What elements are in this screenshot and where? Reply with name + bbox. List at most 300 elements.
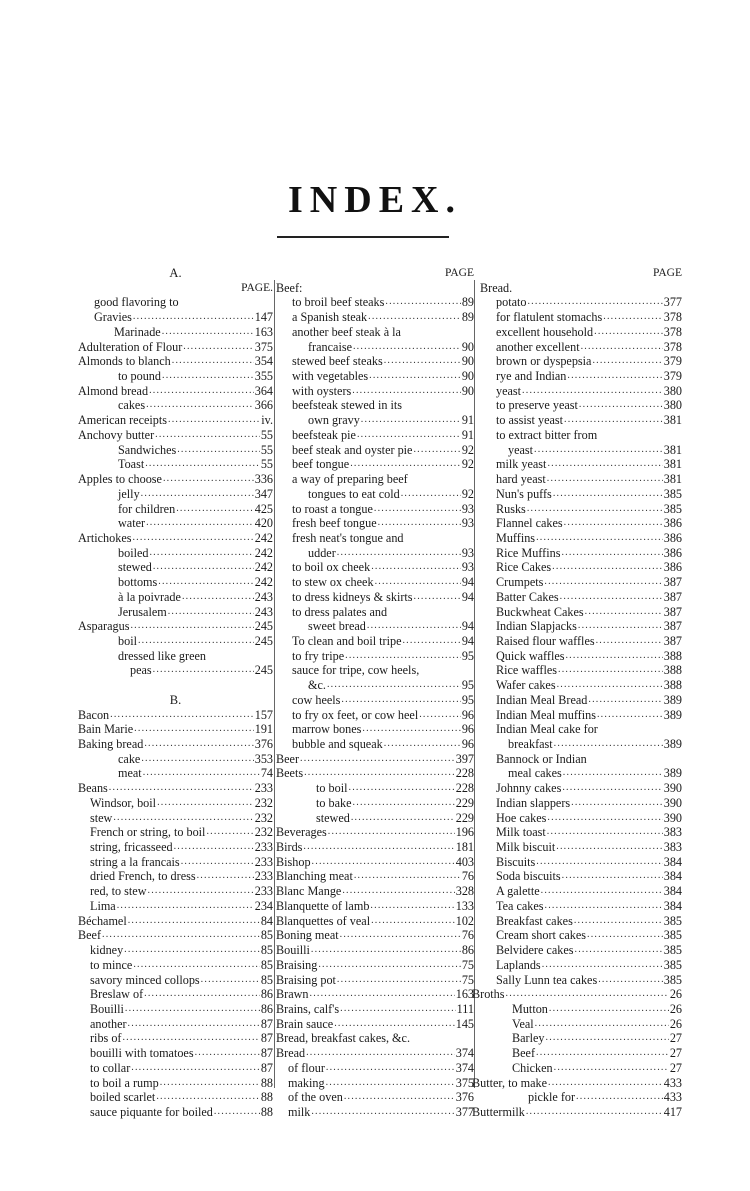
entry-term: with oysters bbox=[292, 383, 352, 398]
entry-page-number: 385 bbox=[663, 501, 682, 516]
entry-term: stewed bbox=[316, 810, 350, 825]
entry-page-number: 378 bbox=[663, 339, 682, 354]
section-letter-text: B. bbox=[169, 692, 182, 707]
leader-dots bbox=[578, 619, 663, 634]
index-entry bbox=[472, 973, 682, 988]
entry-page-number: 232 bbox=[254, 825, 273, 840]
leader-dots bbox=[557, 678, 663, 693]
entry-term: sauce for tripe, cow heels, bbox=[292, 663, 420, 678]
entry-page-number: 27 bbox=[669, 1060, 682, 1075]
entry-term: Bread bbox=[276, 1046, 306, 1061]
entry-page-number: 233 bbox=[254, 884, 273, 899]
entry-page-number: 389 bbox=[663, 737, 682, 751]
index-entry bbox=[472, 693, 682, 708]
leader-dots bbox=[587, 928, 663, 943]
entry-page-number: 387 bbox=[663, 619, 682, 634]
leader-dots bbox=[201, 973, 260, 988]
leader-dots bbox=[109, 781, 254, 796]
entry-page-number: 157 bbox=[254, 707, 273, 722]
entry-term: beefsteak stewed in its bbox=[292, 398, 402, 413]
leader-dots bbox=[130, 619, 253, 634]
index-entry bbox=[472, 943, 682, 958]
index-entry bbox=[78, 310, 273, 325]
entry-term: Barley bbox=[512, 1031, 545, 1046]
entry-term: kidney bbox=[90, 943, 124, 958]
entry-term: Bannock or Indian bbox=[496, 751, 587, 766]
entry-page-number: 86 bbox=[260, 1001, 273, 1016]
leader-dots bbox=[544, 575, 662, 590]
leader-dots bbox=[384, 737, 461, 752]
leader-dots bbox=[352, 384, 461, 399]
index-entry bbox=[78, 987, 273, 1002]
entry-term: to boil bbox=[316, 781, 348, 796]
index-entry bbox=[276, 1031, 474, 1046]
entry-page-number: 26 bbox=[669, 1016, 682, 1031]
leader-dots bbox=[592, 354, 662, 369]
entry-term: Bouilli bbox=[90, 1001, 124, 1016]
index-entry bbox=[276, 546, 474, 561]
leader-dots bbox=[345, 649, 461, 664]
entry-page-number: 96 bbox=[461, 707, 474, 722]
entry-term: Bishop bbox=[276, 854, 311, 869]
leader-dots bbox=[536, 531, 663, 546]
index-entry bbox=[276, 310, 474, 325]
leader-dots bbox=[384, 354, 461, 369]
index-entry bbox=[78, 354, 273, 369]
index-entry bbox=[472, 487, 682, 502]
entry-term: to dress kidneys & skirts bbox=[292, 589, 413, 604]
leader-dots bbox=[340, 928, 461, 943]
entry-term: Toast bbox=[118, 457, 145, 472]
leader-dots bbox=[102, 928, 260, 943]
entry-page-number: 420 bbox=[254, 516, 273, 531]
entry-page-number: 387 bbox=[663, 604, 682, 619]
index-entry bbox=[78, 634, 273, 649]
index-entry bbox=[78, 796, 273, 811]
entry-page-number: 433 bbox=[663, 1075, 682, 1090]
entry-term: Crumpets bbox=[496, 575, 544, 590]
page-column-header bbox=[78, 281, 273, 296]
entry-term: making bbox=[288, 1075, 325, 1090]
entry-term: Windsor, boil bbox=[90, 795, 157, 810]
entry-page-number: 90 bbox=[461, 339, 474, 354]
leader-dots bbox=[183, 340, 253, 355]
index-entry bbox=[276, 928, 474, 943]
entry-term: Biscuits bbox=[496, 854, 536, 869]
index-entry bbox=[276, 737, 474, 752]
entry-term: meal cakes bbox=[508, 766, 562, 781]
leader-dots bbox=[141, 752, 253, 767]
index-entry bbox=[78, 413, 273, 428]
entry-term: excellent household bbox=[496, 324, 594, 339]
entry-term: another beef steak à la bbox=[292, 324, 401, 339]
entry-term: &c. bbox=[308, 678, 326, 693]
entry-term: Indian Meal muffins bbox=[496, 707, 596, 722]
leader-dots bbox=[134, 722, 254, 737]
leader-dots bbox=[378, 516, 461, 531]
entry-page-number: 347 bbox=[254, 486, 273, 501]
entry-page-number: 353 bbox=[254, 751, 273, 766]
entry-term: for flatulent stomachs bbox=[496, 310, 603, 325]
leader-dots bbox=[357, 428, 461, 443]
leader-dots bbox=[547, 825, 663, 840]
entry-page-number: 376 bbox=[254, 737, 273, 751]
index-entry bbox=[276, 634, 474, 649]
entry-page-number: 27 bbox=[669, 1046, 682, 1061]
leader-dots bbox=[349, 781, 455, 796]
entry-term: Soda biscuits bbox=[496, 869, 561, 884]
index-entry bbox=[472, 443, 682, 458]
entry-term: sweet bread bbox=[308, 619, 366, 634]
entry-page-number: 336 bbox=[254, 472, 273, 487]
index-entry bbox=[472, 914, 682, 929]
leader-dots bbox=[564, 413, 663, 428]
entry-page-number: 163 bbox=[455, 987, 474, 1002]
entry-page-number: 390 bbox=[663, 781, 682, 796]
entry-page-number: 74 bbox=[260, 766, 273, 781]
entry-term: To clean and boil tripe bbox=[292, 633, 402, 648]
leader-dots bbox=[571, 796, 663, 811]
index-entry bbox=[78, 811, 273, 826]
entry-term: Nun's puffs bbox=[496, 486, 552, 501]
index-entry bbox=[276, 869, 474, 884]
entry-page-number: 417 bbox=[663, 1104, 682, 1119]
entry-term: Belvidere cakes bbox=[496, 943, 574, 958]
entry-page-number: 245 bbox=[254, 633, 273, 648]
index-entry bbox=[276, 781, 474, 796]
entry-page-number: 381 bbox=[663, 472, 682, 487]
leader-dots bbox=[548, 1076, 663, 1091]
entry-page-number: 163 bbox=[254, 324, 273, 339]
entry-term: Indian Slapjacks bbox=[496, 619, 577, 634]
entry-page-number: 379 bbox=[663, 369, 682, 384]
leader-dots bbox=[342, 884, 454, 899]
entry-term: Apples to choose bbox=[78, 472, 162, 487]
leader-dots bbox=[195, 1046, 260, 1061]
index-entry bbox=[472, 1076, 682, 1091]
index-entry bbox=[472, 575, 682, 590]
entry-page-number: 86 bbox=[461, 943, 474, 958]
index-entry bbox=[276, 796, 474, 811]
index-entry bbox=[78, 457, 273, 472]
index-entry bbox=[276, 384, 474, 399]
leader-dots bbox=[563, 766, 663, 781]
leader-dots bbox=[122, 1031, 259, 1046]
index-entry bbox=[276, 1017, 474, 1032]
entry-term: Beef: bbox=[276, 280, 303, 295]
leader-dots bbox=[177, 443, 260, 458]
entry-term: Adulteration of Flour bbox=[78, 339, 183, 354]
leader-dots bbox=[588, 693, 662, 708]
index-entry bbox=[472, 987, 682, 1002]
index-entry bbox=[472, 354, 682, 369]
leader-dots bbox=[585, 605, 663, 620]
index-entry bbox=[276, 973, 474, 988]
leader-dots bbox=[138, 634, 254, 649]
index-entry bbox=[472, 1002, 682, 1017]
leader-dots bbox=[562, 781, 662, 796]
leader-dots bbox=[527, 502, 663, 517]
page-header-text: PAGE. bbox=[241, 281, 273, 294]
entry-term: Brawn bbox=[276, 987, 309, 1002]
entry-term: French or string, to boil bbox=[90, 825, 206, 840]
index-entry bbox=[78, 546, 273, 561]
index-entry bbox=[472, 384, 682, 399]
leader-dots bbox=[362, 722, 460, 737]
index-entry bbox=[276, 811, 474, 826]
entry-page-number: 386 bbox=[663, 545, 682, 560]
entry-page-number: 88 bbox=[260, 1075, 273, 1090]
index-entry bbox=[276, 443, 474, 458]
leader-dots bbox=[311, 1105, 454, 1120]
entry-page-number: 384 bbox=[663, 854, 682, 869]
entry-term: Batter Cakes bbox=[496, 589, 559, 604]
index-entry bbox=[78, 825, 273, 840]
index-entry bbox=[472, 295, 682, 310]
index-entry bbox=[472, 516, 682, 531]
leader-dots bbox=[311, 943, 461, 958]
entry-page-number: 243 bbox=[254, 589, 273, 604]
leader-dots bbox=[552, 560, 663, 575]
index-entry bbox=[78, 560, 273, 575]
entry-page-number: 91 bbox=[461, 427, 474, 442]
entry-term: to pound bbox=[118, 369, 161, 384]
leader-dots bbox=[506, 987, 669, 1002]
entry-term: Blanching meat bbox=[276, 869, 353, 884]
leader-dots bbox=[536, 855, 662, 870]
entry-page-number: 96 bbox=[461, 722, 474, 737]
index-entry bbox=[78, 766, 273, 781]
entry-term: Brains, calf's bbox=[276, 1001, 340, 1016]
leader-dots bbox=[522, 384, 663, 399]
leader-dots bbox=[197, 869, 254, 884]
index-entry bbox=[276, 722, 474, 737]
entry-term: Almond bread bbox=[78, 383, 149, 398]
entry-term: dried French, to dress bbox=[90, 869, 196, 884]
leader-dots bbox=[162, 369, 254, 384]
leader-dots bbox=[546, 1031, 669, 1046]
entry-term: Wafer cakes bbox=[496, 678, 556, 693]
entry-term: to fry tripe bbox=[292, 648, 345, 663]
entry-term: sauce piquante for boiled bbox=[90, 1104, 213, 1119]
index-entry bbox=[276, 987, 474, 1002]
entry-term: Laplands bbox=[496, 957, 541, 972]
entry-page-number: 75 bbox=[461, 972, 474, 987]
entry-page-number: 366 bbox=[254, 398, 273, 413]
leader-dots bbox=[361, 413, 461, 428]
entry-page-number: 381 bbox=[663, 457, 682, 472]
index-entry bbox=[78, 1105, 273, 1120]
entry-term: francaise bbox=[308, 339, 352, 354]
leader-dots bbox=[334, 1017, 455, 1032]
entry-page-number: 26 bbox=[669, 987, 682, 1002]
index-entry bbox=[472, 840, 682, 855]
entry-page-number: 76 bbox=[461, 928, 474, 943]
leader-dots bbox=[153, 663, 254, 678]
column-divider-1 bbox=[274, 280, 275, 1088]
entry-page-number: 380 bbox=[663, 383, 682, 398]
index-entry bbox=[276, 840, 474, 855]
leader-dots bbox=[369, 369, 461, 384]
entry-term: another bbox=[90, 1016, 127, 1031]
entry-term: Cream short cakes bbox=[496, 928, 587, 943]
index-entry bbox=[78, 325, 273, 340]
entry-term: to bake bbox=[316, 795, 352, 810]
index-entry bbox=[472, 281, 682, 296]
entry-term: good flavoring to bbox=[94, 295, 179, 310]
entry-term: Butter, to make bbox=[472, 1075, 547, 1090]
index-entry bbox=[276, 531, 474, 546]
leader-dots bbox=[536, 1046, 669, 1061]
entry-term: Braising pot bbox=[276, 972, 336, 987]
entry-term: water bbox=[118, 516, 146, 531]
leader-dots bbox=[596, 634, 663, 649]
entry-term: another excellent bbox=[496, 339, 580, 354]
leader-dots bbox=[545, 899, 663, 914]
entry-term: to stew ox cheek bbox=[292, 575, 374, 590]
page-title: INDEX. bbox=[288, 179, 462, 221]
index-entry bbox=[276, 1002, 474, 1017]
entry-term: Jerusalem bbox=[118, 604, 167, 619]
entry-page-number: 386 bbox=[663, 516, 682, 531]
entry-page-number: 378 bbox=[663, 310, 682, 325]
index-entry bbox=[78, 958, 273, 973]
leader-dots bbox=[131, 1061, 260, 1076]
index-entry bbox=[276, 766, 474, 781]
entry-term: to preserve yeast bbox=[496, 398, 578, 413]
leader-dots bbox=[181, 855, 254, 870]
entry-term: Lima bbox=[90, 898, 116, 913]
leader-dots bbox=[143, 766, 260, 781]
leader-dots bbox=[581, 340, 663, 355]
entry-term: tongues to eat cold bbox=[308, 486, 400, 501]
blank-line bbox=[78, 678, 273, 693]
entry-term: Beverages bbox=[276, 825, 327, 840]
page-header-text: PAGE bbox=[653, 267, 682, 279]
leader-dots bbox=[367, 619, 461, 634]
entry-term: to roast a tongue bbox=[292, 501, 373, 516]
entry-page-number: 354 bbox=[254, 354, 273, 369]
index-entry bbox=[276, 590, 474, 605]
entry-term: milk bbox=[288, 1104, 311, 1119]
index-entry bbox=[472, 398, 682, 413]
entry-page-number: 378 bbox=[663, 324, 682, 339]
entry-page-number: 89 bbox=[461, 295, 474, 310]
index-entry bbox=[78, 722, 273, 737]
leader-dots bbox=[149, 384, 254, 399]
index-entry bbox=[78, 295, 273, 310]
entry-page-number: 229 bbox=[455, 795, 474, 810]
entry-term: Beef bbox=[512, 1046, 536, 1061]
entry-term: Buckwheat Cakes bbox=[496, 604, 584, 619]
index-entry bbox=[78, 973, 273, 988]
index-entry bbox=[78, 840, 273, 855]
entry-term: with vegetables bbox=[292, 369, 369, 384]
entry-term: Bouilli bbox=[276, 943, 310, 958]
entry-page-number: 390 bbox=[663, 810, 682, 825]
leader-dots bbox=[327, 678, 461, 693]
leader-dots bbox=[304, 766, 455, 781]
entry-page-number: 111 bbox=[456, 1001, 474, 1016]
leader-dots bbox=[176, 502, 254, 517]
index-entry bbox=[276, 487, 474, 502]
section-letter bbox=[78, 266, 273, 281]
title-rule bbox=[277, 236, 449, 238]
index-entry bbox=[276, 663, 474, 678]
entry-term: Bain Marie bbox=[78, 722, 134, 737]
entry-page-number: 384 bbox=[663, 898, 682, 913]
leader-dots bbox=[214, 1105, 260, 1120]
index-entry bbox=[78, 649, 273, 664]
index-entry bbox=[472, 340, 682, 355]
entry-page-number: 425 bbox=[254, 501, 273, 516]
entry-page-number: 191 bbox=[254, 722, 273, 737]
entry-term: yeast bbox=[496, 383, 522, 398]
leader-dots bbox=[172, 354, 254, 369]
entry-term: Raised flour waffles bbox=[496, 633, 595, 648]
entry-page-number: 389 bbox=[663, 707, 682, 722]
index-entry bbox=[472, 781, 682, 796]
leader-dots bbox=[542, 958, 663, 973]
entry-page-number: 93 bbox=[461, 516, 474, 531]
entry-term: to fry ox feet, or cow heel bbox=[292, 707, 419, 722]
index-entry bbox=[78, 914, 273, 929]
entry-term: to extract bitter from bbox=[496, 427, 598, 442]
entry-page-number: 87 bbox=[260, 1016, 273, 1031]
entry-term: A galette bbox=[496, 884, 540, 899]
index-entry bbox=[78, 928, 273, 943]
entry-term: Johnny cakes bbox=[496, 781, 562, 796]
entry-page-number: 386 bbox=[663, 530, 682, 545]
entry-page-number: 85 bbox=[260, 972, 273, 987]
index-entry bbox=[78, 590, 273, 605]
entry-page-number: 228 bbox=[455, 781, 474, 796]
index-entry bbox=[78, 663, 273, 678]
entry-term: Indian slappers bbox=[496, 795, 571, 810]
index-entry bbox=[276, 619, 474, 634]
index-entry bbox=[78, 384, 273, 399]
entry-page-number: iv. bbox=[261, 413, 273, 428]
index-entry bbox=[78, 340, 273, 355]
index-entry bbox=[276, 649, 474, 664]
entry-term: a Spanish steak bbox=[292, 310, 368, 325]
index-entry bbox=[78, 575, 273, 590]
index-entry bbox=[276, 605, 474, 620]
index-entry bbox=[276, 899, 474, 914]
entry-term: hard yeast bbox=[496, 472, 546, 487]
entry-term: Broths bbox=[472, 987, 505, 1002]
entry-page-number: 55 bbox=[260, 457, 273, 472]
entry-page-number: 243 bbox=[254, 604, 273, 619]
index-entry bbox=[78, 398, 273, 413]
entry-page-number: 381 bbox=[663, 442, 682, 457]
leader-dots bbox=[174, 840, 254, 855]
entry-term: marrow bones bbox=[292, 722, 362, 737]
entry-page-number: 91 bbox=[461, 413, 474, 428]
entry-term: potato bbox=[496, 295, 527, 310]
leader-dots bbox=[547, 472, 663, 487]
entry-term: for children bbox=[118, 501, 176, 516]
entry-term: Asparagus bbox=[78, 619, 130, 634]
entry-page-number: 92 bbox=[461, 486, 474, 501]
page-column-header bbox=[472, 266, 682, 281]
page-column-header bbox=[276, 266, 474, 281]
entry-term: fresh beef tongue bbox=[292, 516, 377, 531]
entry-term: boiled bbox=[118, 545, 149, 560]
index-entry bbox=[78, 1076, 273, 1091]
index-entry bbox=[472, 899, 682, 914]
entry-term: cakes bbox=[118, 398, 146, 413]
